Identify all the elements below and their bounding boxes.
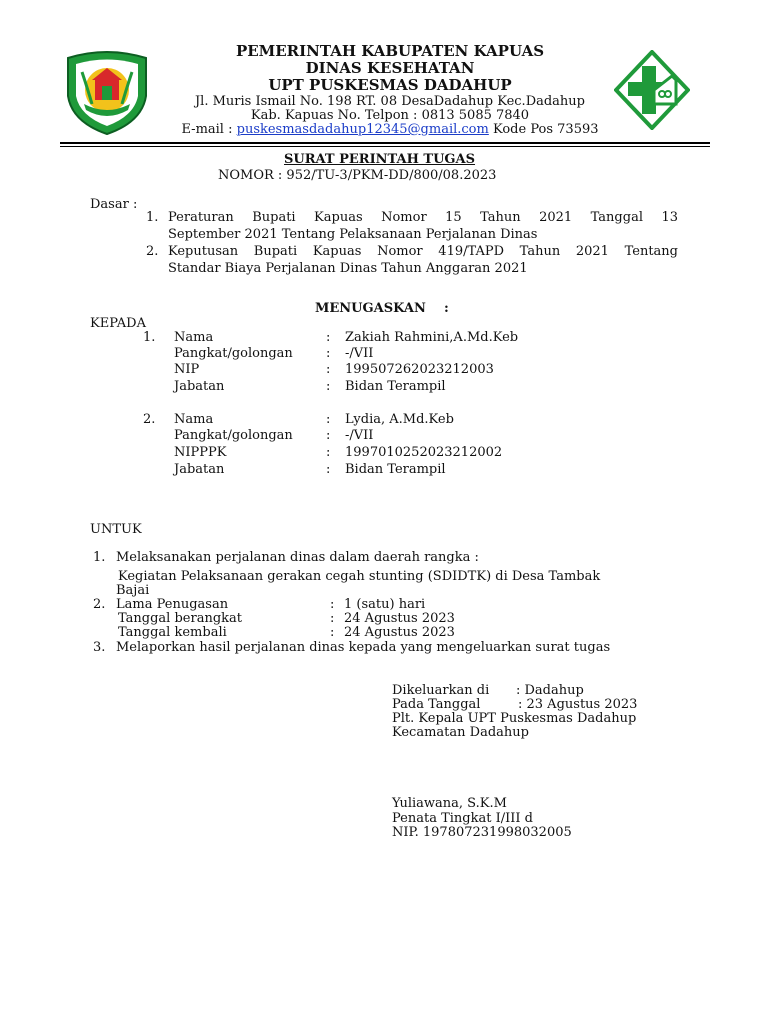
person-1-rank-label: Pangkat/golongan (174, 346, 293, 361)
postcode: Kode Pos 73593 (488, 122, 599, 137)
person-1-nip-colon: : (326, 362, 331, 377)
signer-role-line2: Kecamatan Dadahup (392, 725, 529, 740)
task-3-text: Melaporkan hasil perjalanan dinas kepada yang mengeluarkan surat tugas (116, 640, 611, 655)
kepada-label: KEPADA (90, 316, 146, 331)
header-address: Jl. Muris Ismail No. 198 RT. 08 DesaDadahup Kec.Dadahup (194, 94, 586, 109)
dasar-label: Dasar : (90, 197, 138, 212)
header-rule-thick (60, 142, 710, 144)
signer-rank: Penata Tingkat I/III d (392, 811, 533, 826)
email-link[interactable]: puskesmasdadahup12345@gmail.com (236, 122, 489, 137)
person-2-nip-label: NIPPPK (174, 445, 227, 460)
signer-name: Yuliawana, S.K.M (392, 796, 507, 811)
untuk-label: UNTUK (90, 522, 142, 537)
task-2-num: 2. (93, 597, 106, 612)
person-1-nip-label: NIP (174, 362, 200, 377)
dasar-1-num: 1. (146, 210, 159, 225)
signer-nip: NIP. 197807231998032005 (392, 825, 572, 840)
task-2-duration-colon: : (330, 597, 335, 612)
issued-date-value: : 23 Agustus 2023 (518, 697, 638, 712)
task-2-duration-label: Lama Penugasan (116, 597, 229, 612)
issued-at-label: Dikeluarkan di (392, 683, 490, 698)
issued-at-value: : Dadahup (516, 683, 584, 698)
person-1-name-colon: : (326, 330, 331, 345)
task-2-return-value: 24 Agustus 2023 (344, 625, 455, 640)
task-1-detail-line1: Kegiatan Pelaksanaan gerakan cegah stunting (SDIDTK) di Desa Tambak (118, 569, 601, 584)
person-2-num: 2. (143, 412, 156, 427)
task-1-detail-line2: Bajai (116, 583, 150, 598)
dasar-2-line2: Standar Biaya Perjalanan Dinas Tahun Anggaran 2021 (168, 261, 528, 276)
person-1-name-label: Nama (174, 330, 214, 345)
person-2-name-value: Lydia, A.Md.Keb (345, 412, 454, 427)
person-2-nip-value: 199701025202321200​2 (345, 445, 503, 460)
person-1-num: 1. (143, 330, 156, 345)
person-2-rank-label: Pangkat/golongan (174, 428, 293, 443)
person-1-rank-colon: : (326, 346, 331, 361)
person-1-position-value: Bidan Terampil (345, 379, 446, 394)
person-2-rank-value: -/VII (345, 428, 374, 443)
task-1-text: Melaksanakan perjalanan dinas dalam daerah rangka : (116, 550, 479, 565)
task-2-depart-label: Tanggal berangkat (118, 611, 242, 626)
header-email-line (140, 122, 640, 137)
dasar-1-line1: Peraturan Bupati Kapuas Nomor 15 Tahun 2021 Tanggal 13 (168, 210, 678, 225)
person-1-position-colon: : (326, 379, 331, 394)
person-2-position-colon: : (326, 462, 331, 477)
menugaskan-colon: : (444, 301, 449, 316)
task-2-duration-value: 1 (satu) hari (344, 597, 426, 612)
task-3-num: 3. (93, 640, 106, 655)
header-rule-thin (60, 146, 710, 147)
task-1-num: 1. (93, 550, 106, 565)
signer-role-line1: Plt. Kepala UPT Puskesmas Dadahup (392, 711, 637, 726)
kapuas-regency-logo (62, 50, 152, 136)
person-1-name-value: Zakiah Rahmini,A.Md.Keb (345, 330, 519, 345)
person-2-name-label: Nama (174, 412, 214, 427)
person-2-position-value: Bidan Terampil (345, 462, 446, 477)
document-number: NOMOR : 952/TU-3/PKM-DD/800/08.2023 (218, 168, 497, 183)
person-2-nip-colon: : (326, 445, 331, 460)
menugaskan-heading: MENUGASKAN (315, 301, 426, 316)
person-2-rank-colon: : (326, 428, 331, 443)
header-department: DINAS KESEHATAN (305, 59, 475, 77)
issued-date-label: Pada Tanggal (392, 697, 481, 712)
dasar-2-line1: Keputusan Bupati Kapuas Nomor 419/TAPD Tahun 2021 Tentang (168, 244, 678, 259)
header-unit: UPT PUSKESMAS DADAHUP (268, 76, 512, 94)
task-2-depart-colon: : (330, 611, 335, 626)
header-government: PEMERINTAH KABUPATEN KAPUAS (235, 42, 545, 60)
person-2-name-colon: : (326, 412, 331, 427)
dasar-1-line2: September 2021 Tentang Pelaksanaan Perjalanan Dinas (168, 227, 538, 242)
person-1-position-label: Jabatan (174, 379, 225, 394)
task-2-return-label: Tanggal kembali (118, 625, 227, 640)
header-phone: Kab. Kapuas No. Telpon : 0813 5085 7840 (250, 108, 530, 123)
person-1-nip-value: 199507262023212003 (345, 362, 494, 377)
person-1-rank-value: -/VII (345, 346, 374, 361)
document-title: SURAT PERINTAH TUGAS (284, 152, 476, 167)
task-2-depart-value: 24 Agustus 2023 (344, 611, 455, 626)
person-2-position-label: Jabatan (174, 462, 225, 477)
task-2-return-colon: : (330, 625, 335, 640)
email-label: E-mail : (181, 122, 237, 137)
dasar-2-num: 2. (146, 244, 159, 259)
